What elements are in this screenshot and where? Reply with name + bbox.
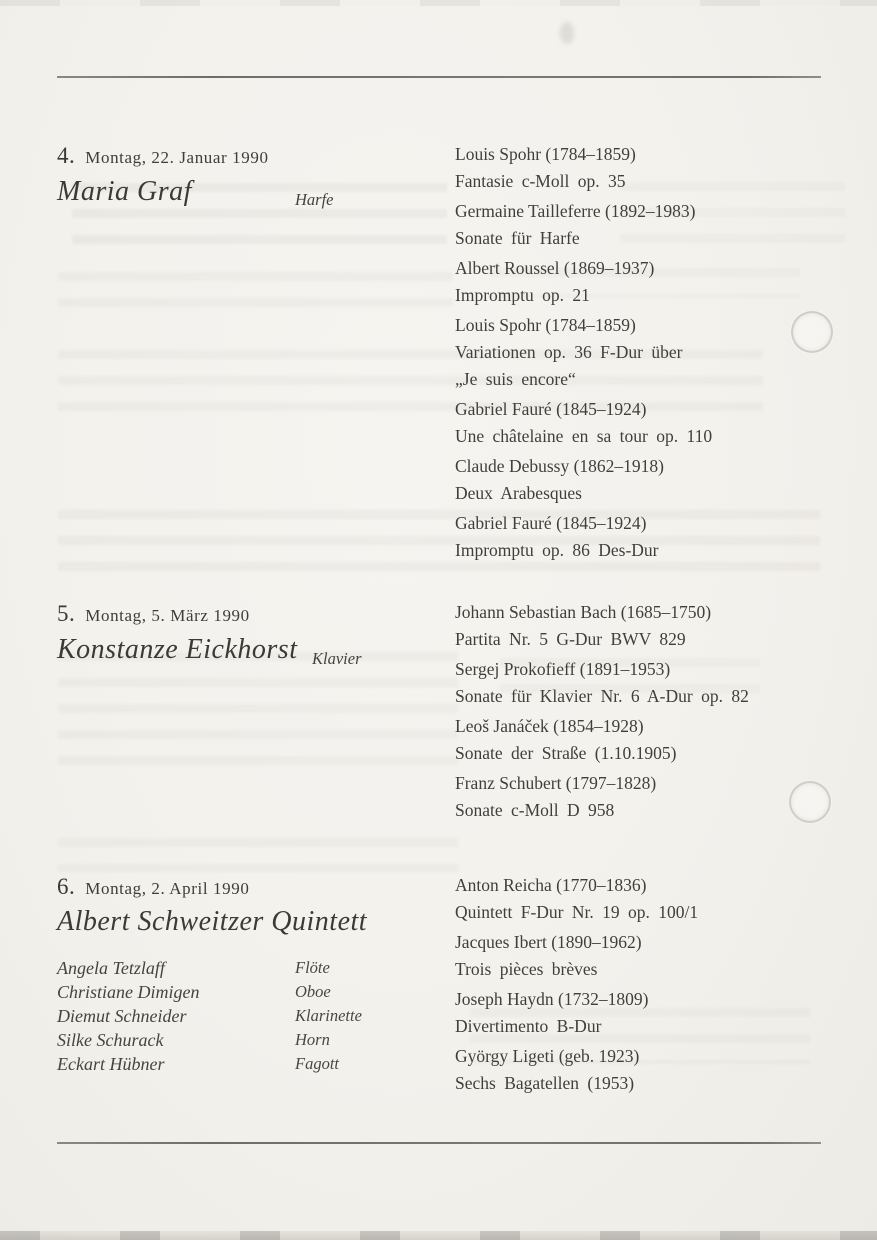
composer: Joseph Haydn (1732–1809) <box>455 989 649 1009</box>
entry-6-number: 6. <box>57 874 76 899</box>
composer: Jacques Ibert (1890–1962) <box>455 932 642 952</box>
program-piece <box>455 713 855 767</box>
composer: Anton Reicha (1770–1836) <box>455 875 647 895</box>
work-title: Partita Nr. 5 G-Dur BWV 829 <box>455 629 686 649</box>
member-instrument: Horn <box>295 1030 330 1049</box>
program-piece <box>455 396 855 450</box>
entry-5-performer <box>57 634 298 666</box>
work-title: Impromptu op. 21 <box>455 285 590 305</box>
composer: Sergej Prokofieff (1891–1953) <box>455 659 671 679</box>
work-title: Deux Arabesques <box>455 483 582 503</box>
program-piece <box>455 141 855 195</box>
program-piece <box>455 770 855 824</box>
program-piece <box>455 1043 855 1097</box>
performer-name: Konstanze Eickhorst <box>57 634 298 665</box>
program-piece <box>455 986 855 1040</box>
work-title: Trois pièces brèves <box>455 959 598 979</box>
top-rule <box>57 76 821 78</box>
composer: Johann Sebastian Bach (1685–1750) <box>455 602 712 622</box>
scan-top-edge-artifact <box>0 0 877 6</box>
composer: Claude Debussy (1862–1918) <box>455 456 665 476</box>
work-title: Quintett F-Dur Nr. 19 op. 100/1 <box>455 902 699 922</box>
ensemble-name: Albert Schweitzer Quintett <box>57 906 368 937</box>
work-title: Sechs Bagatellen (1953) <box>455 1073 635 1093</box>
composer: Gabriel Fauré (1845–1924) <box>455 399 647 419</box>
entry-4-program <box>455 141 855 567</box>
member-name: Eckart Hübner <box>57 1054 165 1074</box>
performer-name: Maria Graf <box>57 176 192 207</box>
entry-5-program <box>455 599 855 827</box>
entry-4-number: 4. <box>57 143 76 168</box>
scan-bottom-edge-artifact <box>0 1231 877 1240</box>
work-title: Divertimento B-Dur <box>455 1016 602 1036</box>
entry-4-instrument: Harfe <box>295 190 334 209</box>
composer: Germaine Tailleferre (1892–1983) <box>455 201 696 221</box>
entry-6-performer <box>57 906 367 938</box>
bleedthrough-ghost <box>58 272 453 314</box>
member-name: Silke Schurack <box>57 1030 164 1050</box>
member-row <box>57 956 447 980</box>
program-piece <box>455 872 855 926</box>
work-title: Sonate für Harfe <box>455 228 580 248</box>
work-title: Une châtelaine en sa tour op. 110 <box>455 426 713 446</box>
work-title: Sonate der Straße (1.10.1905) <box>455 743 677 763</box>
entry-6-date: Montag, 2. April 1990 <box>85 879 250 898</box>
entry-6-program <box>455 872 855 1100</box>
entry-4-heading <box>57 143 269 169</box>
member-row <box>57 980 447 1004</box>
entry-5-number: 5. <box>57 601 76 626</box>
program-piece <box>455 510 855 564</box>
bottom-rule <box>57 1142 821 1144</box>
member-name: Diemut Schneider <box>57 1006 187 1026</box>
composer: Albert Roussel (1869–1937) <box>455 258 655 278</box>
member-instrument: Flöte <box>295 958 330 977</box>
entry-4-performer <box>57 176 192 208</box>
entry-6-heading <box>57 874 249 900</box>
composer: Franz Schubert (1797–1828) <box>455 773 657 793</box>
work-title: Impromptu op. 86 Des-Dur <box>455 540 659 560</box>
program-piece <box>455 453 855 507</box>
entry-4-date: Montag, 22. Januar 1990 <box>85 148 269 167</box>
program-piece <box>455 198 855 252</box>
member-instrument: Oboe <box>295 982 331 1001</box>
member-row <box>57 1028 447 1052</box>
program-piece <box>455 255 855 309</box>
program-piece <box>455 312 855 393</box>
work-title: Fantasie c-Moll op. 35 <box>455 171 626 191</box>
composer: György Ligeti (geb. 1923) <box>455 1046 640 1066</box>
composer: Gabriel Fauré (1845–1924) <box>455 513 647 533</box>
program-piece <box>455 599 855 653</box>
composer: Louis Spohr (1784–1859) <box>455 144 636 164</box>
work-title-line2: „Je suis encore“ <box>455 369 576 389</box>
entry-5-instrument: Klavier <box>312 649 362 668</box>
member-row <box>57 1004 447 1028</box>
work-title: Variationen op. 36 F-Dur über <box>455 342 683 362</box>
program-piece <box>455 929 855 983</box>
entry-5-heading <box>57 601 250 627</box>
entry-5-date: Montag, 5. März 1990 <box>85 606 250 625</box>
member-instrument: Klarinette <box>295 1006 362 1025</box>
member-name: Angela Tetzlaff <box>57 958 165 978</box>
scan-smudge <box>560 22 574 44</box>
bleedthrough-ghost <box>58 652 458 780</box>
bleedthrough-ghost <box>58 838 458 872</box>
work-title: Sonate für Klavier Nr. 6 A-Dur op. 82 <box>455 686 749 706</box>
ensemble-members <box>57 956 447 1076</box>
composer: Louis Spohr (1784–1859) <box>455 315 636 335</box>
composer: Leoš Janáček (1854–1928) <box>455 716 644 736</box>
member-name: Christiane Dimigen <box>57 982 200 1002</box>
work-title: Sonate c-Moll D 958 <box>455 800 615 820</box>
member-instrument: Fagott <box>295 1054 339 1073</box>
program-piece <box>455 656 855 710</box>
member-row <box>57 1052 447 1076</box>
